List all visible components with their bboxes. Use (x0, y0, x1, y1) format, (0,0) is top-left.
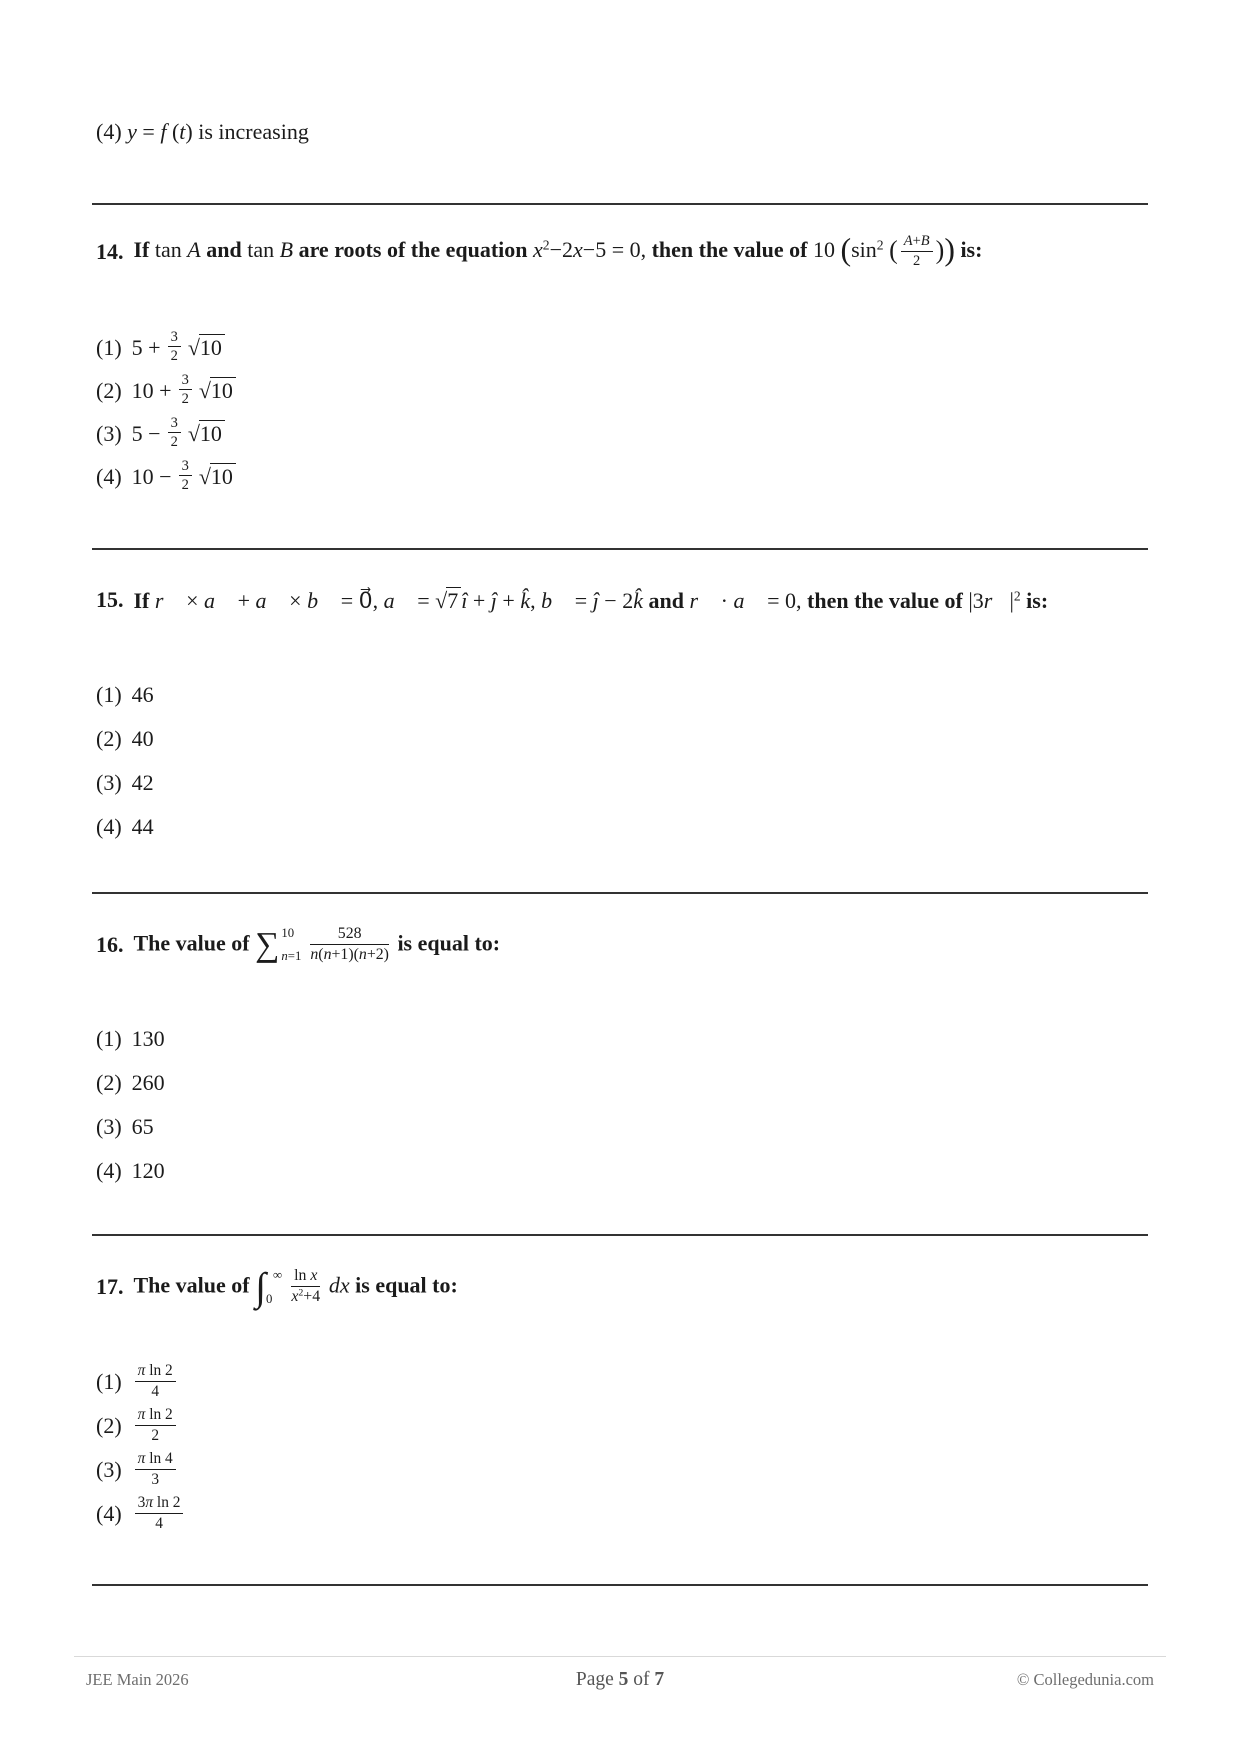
footer-exam-title: JEE Main 2026 (86, 1670, 189, 1689)
option-label: (2) (96, 726, 122, 751)
divider (92, 1584, 1148, 1586)
option-row (96, 1149, 165, 1193)
question-16 (96, 914, 1150, 976)
option-row (96, 326, 236, 369)
option-label: (3) (96, 1114, 122, 1139)
option-label: (1) (96, 1026, 122, 1051)
divider (92, 892, 1148, 894)
page-indicator: Page 5 of 7 (575, 1669, 665, 1690)
question-text: The value of ∑ 10 n=1 $\frac{528}{n(n+1)(n+2)}$ is equal to: (133, 924, 501, 964)
question-17 (96, 1256, 1150, 1318)
option-row (96, 673, 154, 717)
option-row (96, 455, 236, 498)
question-number: 15. (96, 587, 124, 612)
option-label: (4) (96, 1158, 122, 1183)
option-label: (2) (96, 1070, 122, 1095)
divider (92, 1234, 1148, 1236)
options-question-14 (96, 326, 236, 498)
option-label: (3) (96, 1457, 122, 1482)
option-label: (1) (96, 1369, 122, 1394)
question-number: 16. (96, 932, 124, 957)
option-value: 40 (131, 726, 154, 751)
option-label: (2) (96, 1413, 122, 1438)
question-number: 14. (96, 239, 124, 264)
option-label: (2) (96, 377, 122, 403)
option-row (96, 1404, 186, 1448)
option-label: (4) (96, 1501, 122, 1526)
option-value: $\frac{\text{π ln 2}}{2}$ (132, 1407, 179, 1445)
footer (0, 1666, 1240, 1694)
option-row (96, 1492, 186, 1536)
option-row (96, 1360, 186, 1404)
option-value: 65 (131, 1114, 154, 1139)
option-value: 120 (131, 1158, 165, 1183)
option-value: $\frac{\text{π ln 2}}{4}$ (132, 1363, 179, 1401)
option-row (96, 1061, 165, 1105)
question-text: The value of ∫ ∞ 0 $\frac{\text{ln x}}{x^2+4}$ dx is equal to: (133, 1264, 458, 1309)
option-label: (4) (96, 814, 122, 839)
question-text: If tan A and tan B are roots of the equation $x^2-2x-5 = 0$, then the value of 10 ($\sin^2$ ( $\frac{A+B}{2}$ )) is: (133, 232, 983, 269)
option-value: $\frac{\text{3π ln 2}}{4}$ (132, 1495, 187, 1533)
option-row (96, 761, 154, 805)
option-label: (1) (96, 682, 122, 707)
question-15 (96, 578, 1150, 622)
options-question-15 (96, 673, 154, 849)
option-row (96, 717, 154, 761)
option-label: (1) (96, 334, 122, 360)
option-row (96, 412, 236, 455)
option-value: $\frac{\text{π ln 4}}{3}$ (132, 1451, 179, 1489)
question-14 (96, 224, 1150, 280)
option-value: 260 (131, 1070, 165, 1095)
options-question-17 (96, 1360, 186, 1536)
divider (92, 548, 1148, 550)
option-value: 44 (131, 814, 154, 839)
question-text: If r⃗ × a⃗ + a⃗ × b⃗ = 0⃗, a⃗ = √7 î + ĵ + k̂, b⃗ = ĵ − 2k̂ and r⃗ · a⃗ = 0, then the value of $|3r⃗|^2$ is: (133, 587, 1049, 613)
option-row (96, 1448, 186, 1492)
option-label: (3) (96, 420, 122, 446)
option-row (96, 1105, 165, 1149)
option-value: 10 − $\frac{3}{2}$ √10 (132, 459, 236, 495)
option-row (96, 369, 236, 412)
footer-copyright: © Collegedunia.com (1016, 1670, 1154, 1689)
options-question-16 (96, 1017, 165, 1193)
option-value: 10 + $\frac{3}{2}$ √10 (132, 373, 236, 409)
divider (92, 203, 1148, 205)
option-label: (4) (96, 463, 122, 489)
continuation-option: (4) y = f (t) is increasing (96, 119, 309, 144)
option-value: 42 (131, 770, 154, 795)
option-row (96, 805, 154, 849)
option-value: 5 − $\frac{3}{2}$ √10 (132, 416, 225, 452)
option-label: (3) (96, 770, 122, 795)
footer-hairline (74, 1656, 1166, 1657)
option-value: 46 (131, 682, 154, 707)
question-number: 17. (96, 1274, 124, 1299)
option-value: 130 (131, 1026, 165, 1051)
option-row (96, 1017, 165, 1061)
option-value: 5 + $\frac{3}{2}$ √10 (132, 330, 225, 366)
